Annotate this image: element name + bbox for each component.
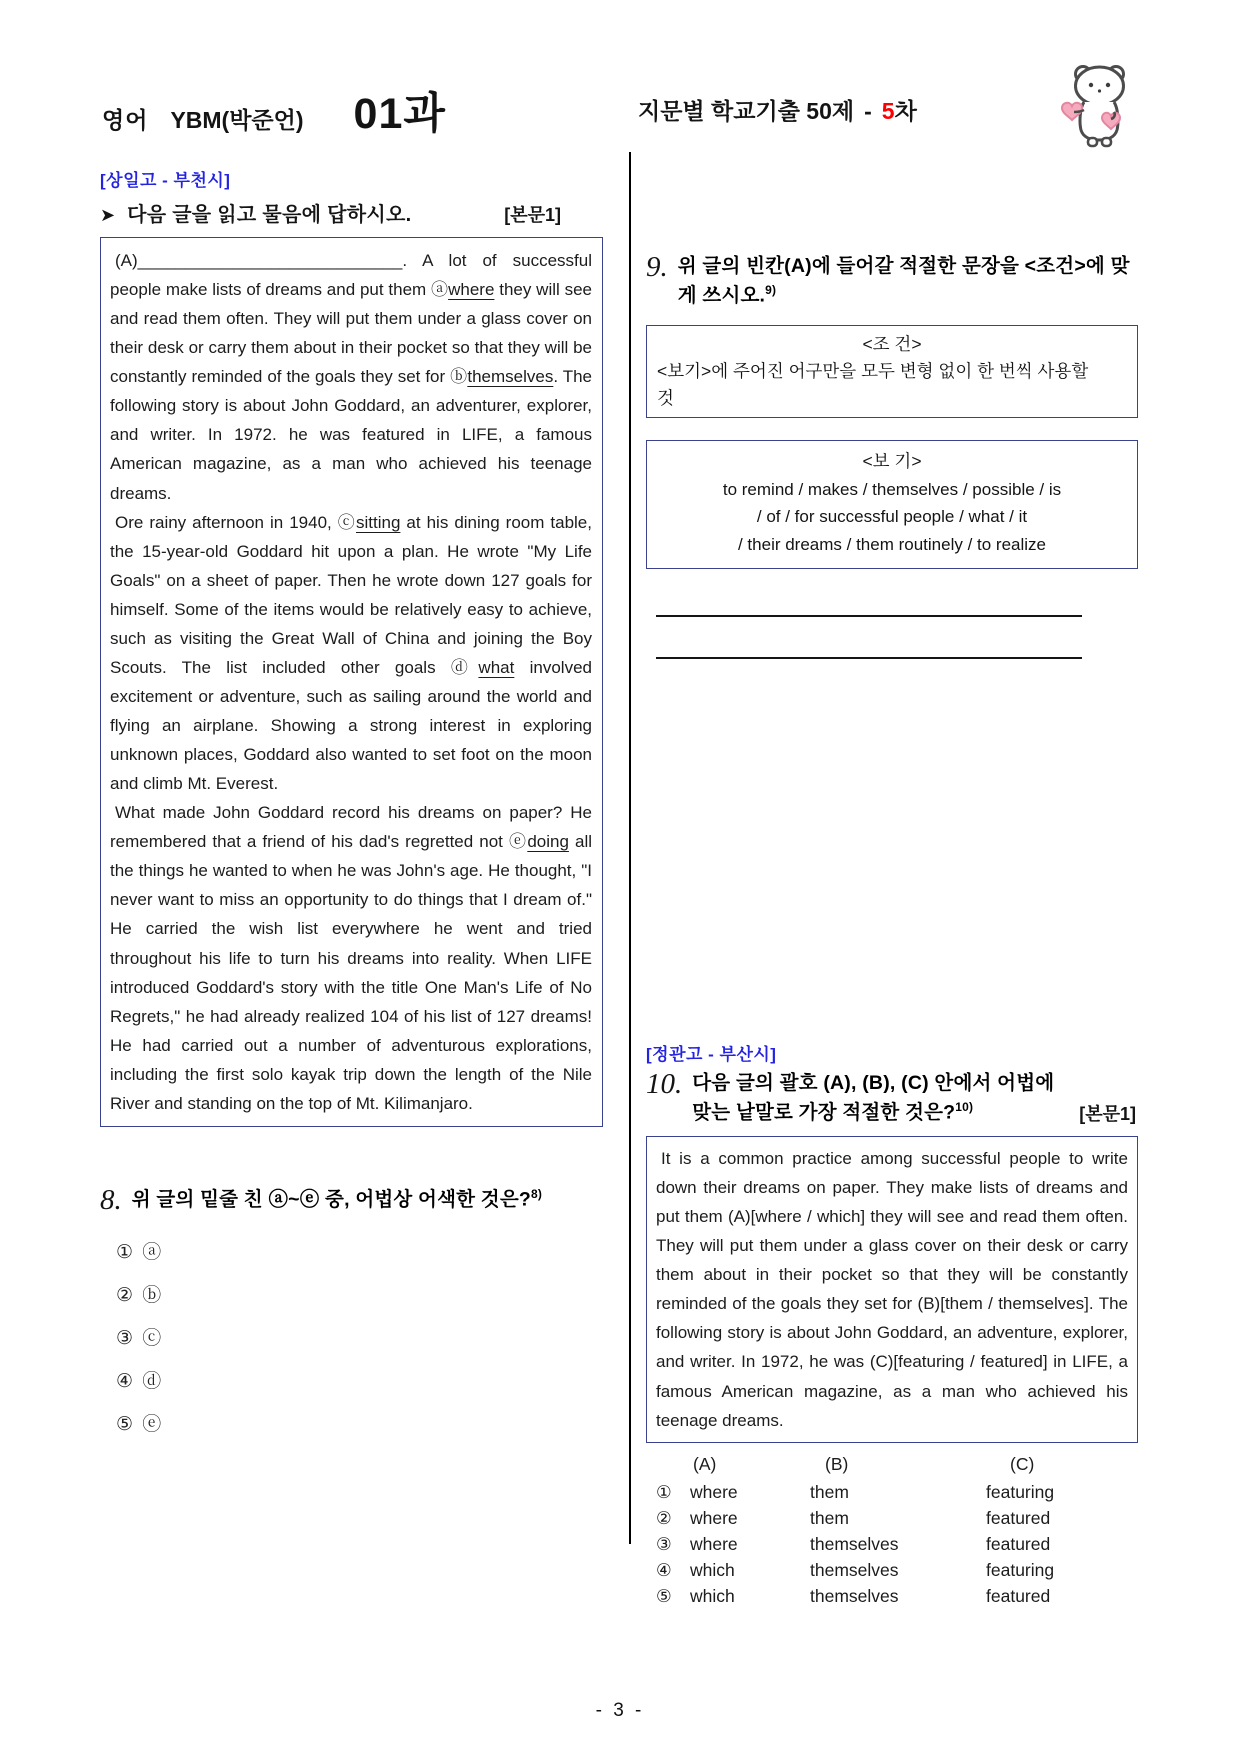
title-separator: -: [864, 98, 872, 124]
underlined-term: doing: [527, 832, 569, 852]
question-10-passage: It is a common practice among successful people to write down their dreams on paper. They make lists of dreams and put them (A)[where / which] they will see and read them often. They will put them under a glass cover on their desk or carry them about in their pocket so that they will be constantly reminded of the goals they set for (B)[them / themselves]. The following story is about John Goddard, an adventure, explorer, and writer. In 1972, he was (C)[featuring / featured] in LIFE, a famous American magazine, as a man who achieved his teenage dreams.: [656, 1149, 1128, 1430]
header-col-b: (B): [825, 1453, 849, 1474]
option-c: featured: [986, 1585, 1051, 1606]
answer-option: ② ⓑ: [116, 1284, 164, 1306]
question-9-section: [646, 252, 1138, 659]
example-box: [646, 440, 1138, 569]
passage-paragraph: [110, 246, 592, 508]
option-a: where: [690, 1507, 738, 1528]
underlined-term: what: [478, 657, 515, 677]
example-line-3: / their dreams / them routinely / to realize: [737, 534, 1047, 554]
source-tag: [본문1]: [504, 205, 561, 225]
question-9-footnote: 9): [765, 283, 777, 298]
school-tag-right: [정관고 - 부산시]: [646, 1045, 777, 1064]
question-8-text-body: 위 글의 밑줄 친 ⓐ~ⓔ 중, 어법상 어색한 것은?: [131, 1188, 531, 1211]
direction-row: [100, 198, 603, 227]
header-right-title: [638, 93, 917, 126]
option-c: featured: [986, 1533, 1051, 1554]
school-tag-left: [상일고 - 부천시]: [100, 171, 231, 190]
option-number: ⑤: [656, 1585, 672, 1606]
passage-box: [100, 237, 603, 1127]
question-10-options-table: [646, 1451, 1138, 1609]
option-b: themselves: [810, 1585, 899, 1606]
option-b: themselves: [810, 1533, 899, 1554]
condition-line-2: 것: [657, 388, 674, 409]
condition-line-1: <보기>에 주어진 어구만을 모두 변형 없이 한 번씩 사용할: [657, 361, 1089, 382]
underlined-term: themselves: [467, 367, 554, 387]
answer-option: ① ⓐ: [116, 1241, 164, 1263]
question-10-number: 10.: [646, 1068, 683, 1100]
series-title: 지문별 학교기출 50제: [638, 98, 855, 124]
question-8-options: [100, 1237, 603, 1436]
lesson-title: 01과: [353, 90, 446, 138]
question-9-text: [678, 252, 1138, 311]
option-b: them: [810, 1507, 849, 1528]
question-10-header: [646, 1069, 1138, 1128]
question-9-text-body: 위 글의 빈칸(A)에 들어갈 적절한 문장을 <조건>에 맞게 쓰시오.: [677, 255, 1130, 307]
passage-text: at his dining room table, the 15-year-old Goddard hit upon a plan. He wrote "My Life Goals" on a sheet of paper. Then he wrote down 127 goals for himself. Some of the items would be relatively easy to achieve, such as visiting the Great Wall of China and joining the Boy Scouts. The list included other goals ⓓ: [110, 512, 592, 677]
passage-paragraph: [110, 508, 592, 799]
header-left: [102, 80, 446, 141]
answer-blank-line: [656, 615, 1082, 617]
option-number: ②: [656, 1507, 672, 1528]
option-number: ③: [656, 1533, 672, 1554]
header-col-c: (C): [1010, 1453, 1035, 1474]
option-number: ④: [656, 1559, 672, 1580]
passage-text: (A)____________________________. A lot of successful people make lists of dreams and put them ⓐ: [110, 251, 592, 300]
options-table-header: [656, 1451, 1138, 1477]
question-8: [100, 1185, 603, 1436]
option-a: which: [690, 1585, 735, 1606]
question-10-text: [692, 1069, 1138, 1128]
underlined-term: sitting: [356, 512, 401, 532]
option-b: themselves: [810, 1559, 899, 1580]
option-b: them: [810, 1481, 849, 1502]
question-10-section: [646, 1040, 1138, 1609]
example-line-2: / of / for successful people / what / it: [756, 507, 1028, 527]
direction-text: 다음 글을 읽고 물음에 답하시오.: [127, 204, 412, 226]
option-a: where: [690, 1533, 738, 1554]
answer-blank-line: [656, 657, 1082, 659]
book-label: YBM(박준언): [170, 107, 304, 133]
option-c: featuring: [986, 1481, 1055, 1502]
option-row: [656, 1583, 1138, 1609]
passage-text: involved excitement or adventure, such as sailing around the world and flying an airplane. Showing a strong interest in exploring unknown places, Goddard also wanted to set foot on the moon and climb Mt. Everest.: [110, 657, 592, 794]
condition-box: [646, 325, 1138, 418]
header-col-a: (A): [693, 1453, 717, 1474]
option-a: where: [690, 1481, 738, 1502]
answer-option: ③ ⓒ: [116, 1327, 164, 1349]
passage-text: Ore rainy afternoon in 1940, ⓒ: [115, 512, 357, 532]
option-row: [656, 1505, 1138, 1531]
answer-option: ⑤ ⓔ: [116, 1413, 164, 1435]
condition-box-title: <조 건>: [862, 334, 922, 354]
option-row: [656, 1479, 1138, 1505]
underlined-term: where: [448, 280, 495, 300]
bear-with-hearts-icon: [1050, 52, 1150, 153]
subject-label: 영어: [102, 107, 149, 133]
answer-option: ④ ⓓ: [116, 1370, 164, 1392]
example-line-1: to remind / makes / themselves / possible / is: [722, 479, 1062, 499]
source-tag: [본문1]: [1079, 1104, 1136, 1124]
question-8-number: 8.: [100, 1183, 122, 1216]
column-divider: [629, 152, 631, 1544]
question-10-passage-box: [646, 1136, 1138, 1443]
passage-text: What made John Goddard record his dreams on paper? He remembered that a friend of his dad's regretted not ⓔ: [110, 803, 592, 852]
question-9-header: [646, 252, 1138, 311]
example-box-title: <보 기>: [862, 451, 922, 472]
option-number: ①: [656, 1481, 672, 1502]
question-8-footnote: 8): [530, 1186, 543, 1201]
passage-paragraph: [110, 798, 592, 1118]
question-8-header: [100, 1185, 603, 1217]
passage-text: they will see and read them often. They will put them under a glass cover on their desk or carry them about in their pocket so that they will be constantly reminded of the goals they set for ⓑ: [110, 280, 592, 387]
option-a: which: [690, 1559, 735, 1580]
option-c: featuring: [986, 1559, 1055, 1580]
option-c: featured: [986, 1507, 1051, 1528]
question-10-footnote: 10): [955, 1100, 974, 1115]
passage-text: . The following story is about John Goddard, an adventurer, explorer, and writer. In 1972. he was featured in LIFE, a famous American magazine, as a man who achieved his teenage dreams.: [110, 367, 592, 503]
question-8-text: [132, 1185, 542, 1215]
arrow-icon: ➤: [100, 205, 116, 225]
passage-text: all the things he wanted to when he was John's age. He thought, "I never want to miss an opportunity to do things that I dream of." He carried the wish list everywhere he went and tried throughout his life to turn his dreams into reality. When LIFE introduced Goddard's story with the title One Man's Life of No Regrets," he had already realized 104 of his list of 127 dreams! He had carried out a number of adventurous explorations, including the first solo kayak trip down the length of the Nile River and standing on the top of Mt. Kilimanjaro.: [110, 832, 592, 1113]
round-suffix: 차: [894, 98, 917, 124]
page-number: - 3 -: [595, 1700, 645, 1721]
question-9-number: 9.: [646, 251, 668, 283]
option-row: [656, 1557, 1138, 1583]
round-number: 5: [881, 98, 895, 124]
left-column: [100, 166, 603, 1452]
question-10-text-body: 다음 글의 괄호 (A), (B), (C) 안에서 어법에 맞는 낱말로 가장 적절한 것은?: [692, 1072, 1055, 1124]
option-row: [656, 1531, 1138, 1557]
